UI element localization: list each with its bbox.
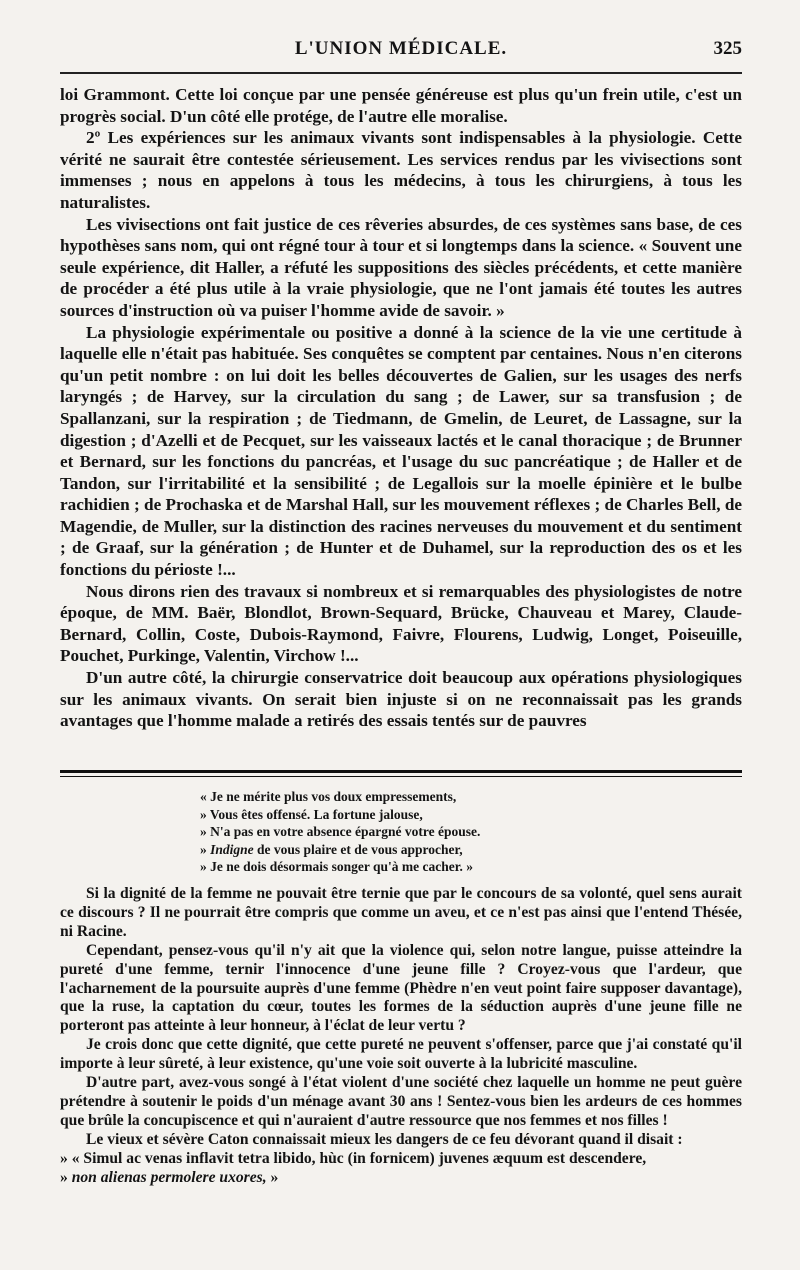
verse-line: » Vous êtes offensé. La fortune jalouse, xyxy=(200,806,423,822)
paragraph: 2º Les expériences sur les animaux vivants sont indispensables à la physiologie. Cette vérité ne saurait être contestée sérieusement. Les services rendus par les vivisections sont immenses ; nous en appelons à tous les médecins, à tous les chirurgiens, à tous les naturalistes. xyxy=(60,128,742,212)
paragraph: Cependant, pensez-vous qu'il n'y ait que la violence qui, selon notre langue, puisse atteindre la pureté d'une femme, ternir l'innocence d'une jeune fille ? Croyez-vous que l'ardeur, que l'acharnement de la poursuite auprès d'une femme (Phèdre n'en veut point faire supposer davantage), que la ruse, la captation du cœur, toutes les formes de la séduction auprès d'une jeune fille ne porteront pas atteinte à leur honneur, à l'éclat de leur vertu ? xyxy=(60,941,742,1035)
paragraph: Nous dirons rien des travaux si nombreux et si remarquables des physiologistes de notre époque, de MM. Baër, Blondlot, Brown-Sequard, Brücke, Chauveau et Marey, Claude-Bernard, Collin, Coste, Dubois-Raymond, Faivre, Flourens, Ludwig, Longet, Poiseuille, Pouchet, Purkinge, Valentin, Virchow !... xyxy=(60,581,742,666)
latin-quote-line: » non alienas permolere uxores, » xyxy=(60,1168,279,1186)
page-header xyxy=(60,38,742,68)
paragraph: loi Grammont. Cette loi conçue par une pensée généreuse est plus qu'un frein utile, c'est un progrès social. D'un côté elle protége, de l'autre elle moralise. xyxy=(60,85,742,126)
verse-line: » Indigne de vous plaire et de vous approcher, xyxy=(200,841,463,857)
latin-quote-line: » « Simul ac venas inflavit tetra libido, hùc (in fornicem) juvenes æquum est descendere, xyxy=(60,1149,647,1167)
verse-quotation xyxy=(200,788,720,876)
paragraph: Si la dignité de la femme ne pouvait être ternie que par le concours de sa volonté, quel sens aurait ce discours ? Il ne pourrait être compris que comme un aveu, et ce n'est pas ainsi que l'entend Thésée, ni Racine. xyxy=(60,885,742,940)
paragraph: Les vivisections ont fait justice de ces rêveries absurdes, de ces systèmes sans base, de ces hypothèses sans nom, qui ont régné tour à tour et si longtemps dans la science. « Souvent une seule expérience, dit Haller, a réfuté les suppositions des siècles précédents, et cette manière de procéder a été plus utile à la vraie physiologie, que ne l'ont jamais été toutes les autres sources d'instruction où va puiser l'homme avide de savoir. » xyxy=(60,214,742,320)
section-divider-thin xyxy=(60,776,742,777)
page-number: 325 xyxy=(713,38,742,59)
paragraph: Je crois donc que cette dignité, que cette pureté ne peuvent s'offenser, parce que j'ai constaté qu'il importe à leur sûreté, à leur existence, qu'une voie soit ouverte à la lubricité masculine. xyxy=(60,1036,742,1073)
lower-text xyxy=(60,885,742,1188)
verse-line: « Je ne mérite plus vos doux empressements, xyxy=(200,789,457,804)
header-rule xyxy=(60,72,742,74)
paragraph: La physiologie expérimentale ou positive a donné à la science de la vie une certitude à laquelle elle n'était pas habituée. Ses conquêtes se comptent par centaines. Nous n'en citerons qu'un petit nombre : on lui doit les belles découvertes de Galien, sur les usages des nerfs laryngés ; de Harvey, sur la circulation du sang ; de Lawer, sur sa transfusion ; de Spallanzani, sur la respiration ; de Tiedmann, de Gmelin, de Leuret, de Lassagne, sur la digestion ; d'Azelli et de Pecquet, sur les vaisseaux lactés et le canal thoracique ; de Brunner et Bernard, sur les fonctions du pancréas, et l'usage du suc pancréatique ; de Haller et de Tandon, sur l'irritabilité et la sensibilité ; de Legallois sur la moelle épinière et le bulbe rachidien ; de Prochaska et de Marshal Hall, sur les mouvement réflexes ; de Charles Bell, de Magendie, de Muller, sur la distinction des racines nerveuses du mouvement et du sentiment ; de Graaf, sur la génération ; de Hunter et de Duhamel, sur la reproduction des os et les fonctions du périoste !... xyxy=(60,322,743,580)
verse-line: » Je ne dois désormais songer qu'à me cacher. » xyxy=(200,859,473,874)
paragraph: Le vieux et sévère Caton connaissait mieux les dangers de ce feu dévorant quand il disait : xyxy=(86,1130,683,1148)
paragraph: D'un autre côté, la chirurgie conservatrice doit beaucoup aux opérations physiologiques sur les animaux vivants. On serait bien injuste si on ne reconnaissait pas les grands avantages que l'homme malade a retirés des essais tentés sur de pauvres xyxy=(60,668,742,731)
journal-title: L'UNION MÉDICALE. xyxy=(294,38,508,59)
main-text xyxy=(60,84,742,732)
verse-line: » N'a pas en votre absence épargné votre épouse. xyxy=(200,824,481,839)
paragraph: D'autre part, avez-vous songé à l'état violent d'une société chez laquelle un homme ne peut guère prétendre à soutenir le poids d'un ménage avant 30 ans ! Sentez-vous bien les ardeurs de ces hommes que brûle la concupiscence et qui n'auraient d'autre ressource que nos femmes et nos filles ! xyxy=(60,1074,742,1129)
section-divider xyxy=(60,770,742,773)
